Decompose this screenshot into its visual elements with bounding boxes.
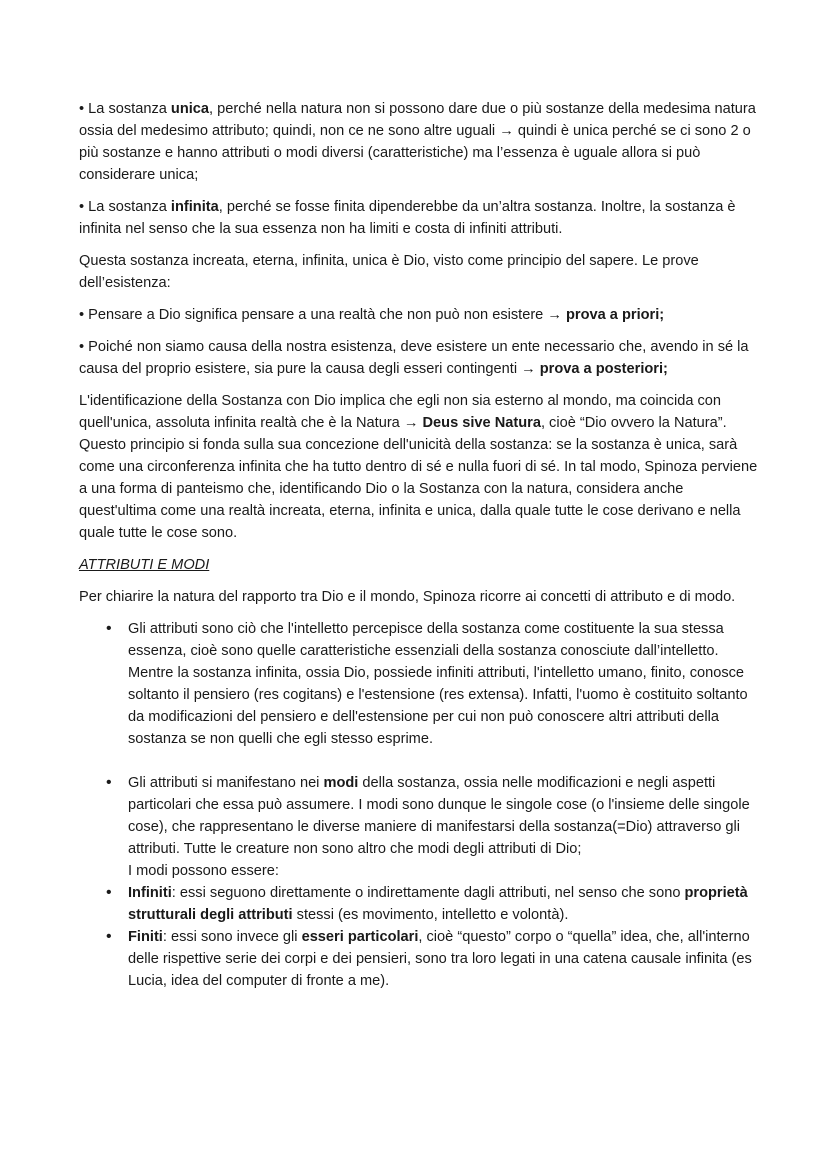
proof-a-posteriori: • Poiché non siamo causa della nostra esistenza, deve esistere un ente necessario che, avendo in sé la causa del proprio esistere, sia pure la causa degli esseri contingenti → prova a posteriori; xyxy=(79,339,749,377)
spacer xyxy=(79,750,758,772)
list-item-infinite-modes: • Infiniti: essi seguono direttamente o indirettamente dagli attributi, nel senso che sono proprietà strutturali degli attributi stessi (es movimento, intelletto e volontà). xyxy=(128,882,758,926)
attributes-list xyxy=(79,618,758,750)
proof-a-priori: • Pensare a Dio significa pensare a una realtà che non può non esistere → prova a priori; xyxy=(79,307,665,323)
identification-paragraph: L'identificazione della Sostanza con Dio implica che egli non sia esterno al mondo, ma coincida con quell'unica, assoluta infinita realtà che è la Natura → Deus sive Natura, cioè “Dio ovvero la Natura”. Questo principio si fonda sulla sua concezione dell'unicità della sostanza: se la sostanza è unica, sarà come una circonferenza infinita che ha tutto dentro di sé e nulla fuori di sé. In tal modo, Spinoza perviene a una forma di panteismo che, identificando Dio o la Sostanza con la natura, considera anche quest'ultima come una realtà increata, eterna, infinita e unica, dalla quale tutte le cose derivano e nella quale tutte le cose sono. xyxy=(79,393,758,541)
list-item-attributes: • Gli attributi sono ciò che l'intelletto percepisce della sostanza come costituente la sua stessa essenza, cioè sono quelle caratteristiche essenziali della sostanza conosciute dall’intelletto. Mentre la sostanza infinita, ossia Dio, possiede infiniti attributi, l'intelletto umano, finito, conosce soltanto il pensiero (res cogitans) e l'estensione (res extensa). Infatti, l'uomo è costituito soltanto da modificazioni del pensiero e dell'estensione per cui non può conoscere altri attributi della sostanza se non quelli che egli stesso esprime. xyxy=(128,618,758,750)
list-item-finite-modes: • Finiti: essi sono invece gli esseri particolari, cioè “questo” corpo o “quella” idea, che, all'interno delle rispettive serie dei corpi e dei pensieri, sono tra loro legati in una catena causale infinita (es Lucia, idea del computer di fronte a me). xyxy=(128,926,758,992)
section-intro: Per chiarire la natura del rapporto tra Dio e il mondo, Spinoza ricorre ai concetti di attributo e di modo. xyxy=(79,589,736,605)
point-unica: • La sostanza unica, perché nella natura non si possono dare due o più sostanze della medesima natura ossia del medesimo attributo; quindi, non ce ne sono altre uguali → quindi è unica perché se ci sono 2 o più sostanze e hanno attributi o modi diversi (caratteristiche) ma l’essenza è uguale allora si può considerare unica; xyxy=(79,101,756,183)
modes-list xyxy=(79,772,758,992)
list-item-modes: • Gli attributi si manifestano nei modi della sostanza, ossia nelle modificazioni e negli aspetti particolari che essa può assumere. I modi sono dunque le singole cose (o l'insieme delle singole cose), che rappresentano le diverse maniere di manifestarsi della sostanza(=Dio) attraverso gli attributi. Tutte le creature non sono altro che modi degli attributi di Dio; I modi possono essere: xyxy=(128,772,758,882)
point-infinita: • La sostanza infinita, perché se fosse finita dipenderebbe da un’altra sostanza. Inoltre, la sostanza è infinita nel senso che la sua essenza non ha limiti e costa di infiniti attributi. xyxy=(79,199,736,237)
god-intro-paragraph: Questa sostanza increata, eterna, infinita, unica è Dio, visto come principio del sapere. Le prove dell’esistenza: xyxy=(79,253,699,291)
section-heading: ATTRIBUTI E MODI xyxy=(79,557,210,573)
